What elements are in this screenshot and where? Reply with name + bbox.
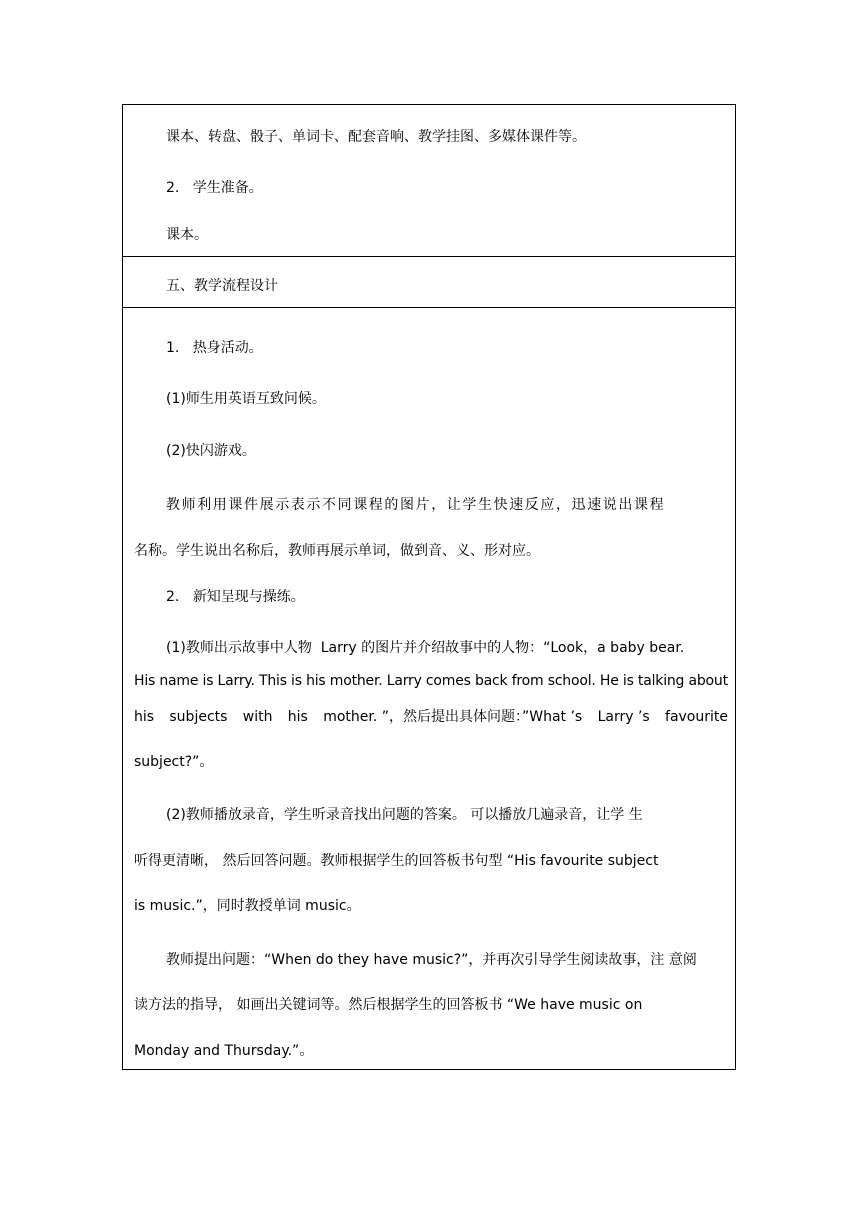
- warmup-item-2: (2)快闪游戏。: [166, 443, 256, 459]
- paragraph-audio-line-3: is music.”，同时教授单词 music。: [134, 898, 361, 914]
- story-word: subjects: [169, 709, 228, 725]
- warmup-heading: 1. 热身活动。: [166, 340, 263, 356]
- story-word: his: [134, 709, 155, 725]
- paragraph-audio-line-2: 听得更清晰， 然后回答问题。教师根据学生的回答板书句型 “His favourite subject: [134, 853, 659, 869]
- paragraph-question-line-1: 教师提出问题：“When do they have music?”，并再次引导学生阅读故事，注 意阅: [166, 952, 697, 968]
- paragraph-flash-line-1: 教师利用课件展示表示不同课程的图片，让学生快速反应，迅速说出课程: [166, 497, 666, 513]
- student-prep-heading: 2. 学生准备。: [166, 180, 263, 196]
- section-heading: 五、教学流程设计: [166, 278, 278, 294]
- paragraph-story-line-4: subject?”。: [134, 754, 214, 770]
- story-word: mother. ”，然后提出具体问题：”What ’s: [323, 709, 583, 725]
- paragraph-story-line-3: [134, 707, 728, 727]
- story-word: Larry ’s: [597, 709, 650, 725]
- row-divider-1: [122, 256, 736, 257]
- row-divider-2: [122, 307, 736, 308]
- materials-line: 课本、转盘、骰子、单词卡、配套音响、教学挂图、多媒体课件等。: [166, 129, 586, 145]
- paragraph-question-line-3: Monday and Thursday.”。: [134, 1043, 314, 1059]
- paragraph-story-line-2: His name is Larry. This is his mother. Larry comes back from school. He is talking about: [134, 673, 728, 689]
- paragraph-flash-line-2: 名称。学生说出名称后，教师再展示单词，做到音、义、形对应。: [134, 543, 540, 559]
- paragraph-story-line-1: (1)教师出示故事中人物 Larry 的图片并介绍故事中的人物：“Look，a baby bear.: [166, 640, 685, 656]
- story-word: favourite: [665, 709, 728, 725]
- story-word: his: [287, 709, 308, 725]
- warmup-item-1: (1)师生用英语互致问候。: [166, 391, 326, 407]
- paragraph-question-line-2: 读方法的指导， 如画出关键词等。然后根据学生的回答板书 “We have music on: [134, 997, 643, 1013]
- story-word: with: [242, 709, 273, 725]
- presentation-heading: 2. 新知呈现与操练。: [166, 589, 305, 605]
- student-prep-text: 课本。: [166, 227, 208, 243]
- paragraph-audio-line-1: (2)教师播放录音，学生听录音找出问题的答案。 可以播放几遍录音，让学 生: [166, 807, 643, 823]
